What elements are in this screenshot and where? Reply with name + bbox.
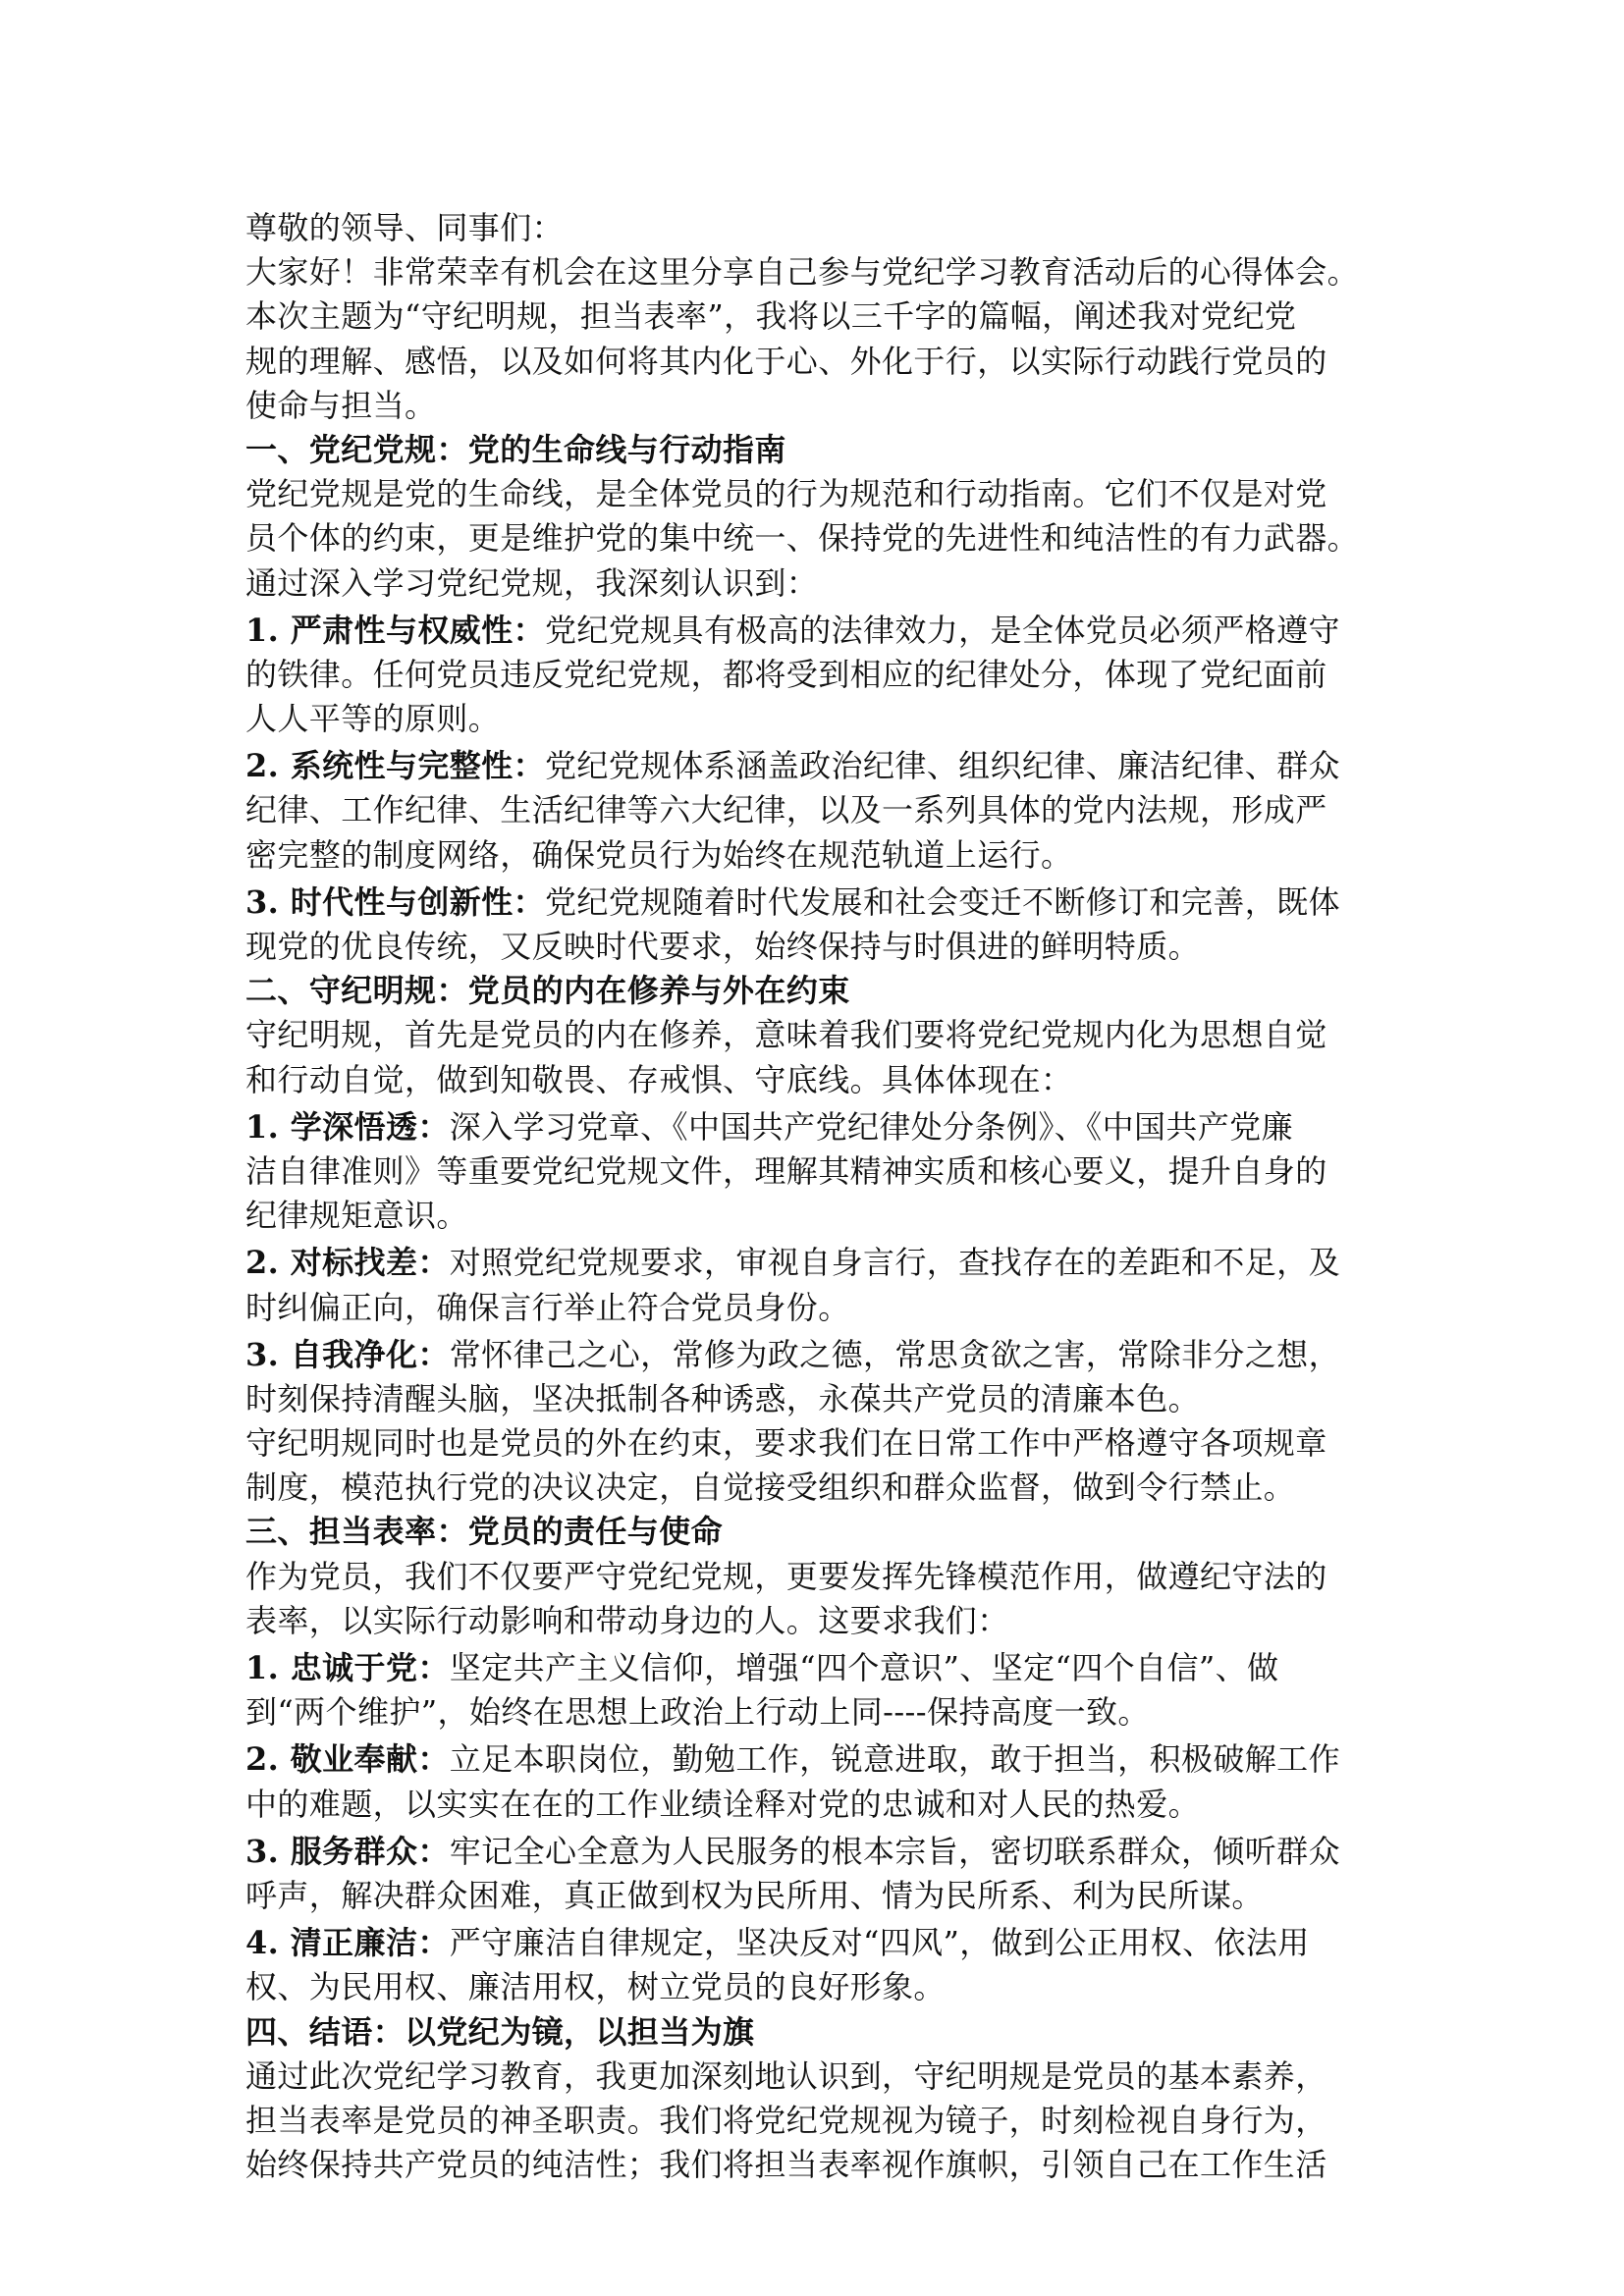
paragraph-line: 通过此次党纪学习教育，我更加深刻地认识到，守纪明规是党员的基本素养， bbox=[245, 2056, 1327, 2095]
section-2-item-2 bbox=[245, 1241, 1394, 1329]
item-number: 3. bbox=[245, 1335, 291, 1373]
item-title: 清正廉洁： bbox=[290, 1924, 450, 1962]
item-text: 党纪党规随着时代发展和社会变迁不断修订和完善，既体 bbox=[544, 882, 1340, 921]
section-2-paragraph bbox=[245, 1013, 1394, 1101]
item-title: 自我净化： bbox=[290, 1335, 450, 1373]
item-number: 2. bbox=[245, 1244, 291, 1282]
section-1-item-3 bbox=[245, 881, 1394, 969]
item-text: 的铁律。任何党员违反党纪党规，都将受到相应的纪律处分，体现了党纪面前 bbox=[245, 655, 1327, 693]
section-2-item-3 bbox=[245, 1333, 1394, 1421]
item-text: 对照党纪党规要求，审视自身言行，查找存在的差距和不足，及 bbox=[449, 1244, 1340, 1282]
document-page bbox=[245, 206, 1394, 2187]
intro-line: 本次主题为“守纪明规，担当表率”，我将以三千字的篇幅，阐述我对党纪党 bbox=[245, 297, 1297, 336]
section-1-paragraph bbox=[245, 472, 1394, 606]
section-4-paragraph bbox=[245, 2055, 1394, 2188]
paragraph-line: 守纪明规，首先是党员的内在修养，意味着我们要将党纪党规内化为思想自觉 bbox=[245, 1016, 1327, 1054]
item-text: 纪律、工作纪律、生活纪律等六大纪律，以及一系列具体的党内法规，形成严 bbox=[245, 791, 1327, 829]
item-number: 1. bbox=[245, 1649, 291, 1686]
paragraph-line: 和行动自觉，做到知敬畏、存戒惧、守底线。具体体现在： bbox=[245, 1060, 1073, 1098]
section-2-item-1 bbox=[245, 1105, 1394, 1239]
paragraph-line: 作为党员，我们不仅要严守党纪党规，更要发挥先锋模范作用，做遵纪守法的 bbox=[245, 1557, 1327, 1595]
intro-paragraph bbox=[245, 250, 1394, 428]
item-title: 敬业奉献： bbox=[290, 1740, 450, 1779]
section-2-paragraph-2 bbox=[245, 1421, 1394, 1510]
paragraph-line: 制度，模范执行党的决议决定，自觉接受组织和群众监督，做到令行禁止。 bbox=[245, 1468, 1296, 1507]
section-3-paragraph bbox=[245, 1555, 1394, 1643]
item-number: 2. bbox=[245, 747, 291, 785]
item-title: 忠诚于党： bbox=[290, 1649, 450, 1686]
paragraph-line: 员个体的约束，更是维护党的集中统一、保持党的先进性和纯洁性的有力武器。 bbox=[245, 519, 1360, 558]
paragraph-line: 担当表率是党员的神圣职责。我们将党纪党规视为镜子，时刻检视自身行为， bbox=[245, 2101, 1327, 2139]
item-text: 党纪党规体系涵盖政治纪律、组织纪律、廉洁纪律、群众 bbox=[544, 747, 1340, 785]
item-text: 党纪党规具有极高的法律效力，是全体党员必须严格遵守 bbox=[544, 611, 1340, 649]
section-3-item-1 bbox=[245, 1646, 1394, 1735]
section-2-heading: 二、守纪明规：党员的内在修养与外在约束 bbox=[245, 972, 850, 1010]
item-number: 3. bbox=[245, 1832, 291, 1870]
paragraph-line: 守纪明规同时也是党员的外在约束，要求我们在日常工作中严格遵守各项规章 bbox=[245, 1424, 1327, 1463]
item-text: 严守廉洁自律规定，坚决反对“四风”，做到公正用权、依法用 bbox=[449, 1924, 1310, 1962]
paragraph-line: 始终保持共产党员的纯洁性；我们将担当表率视作旗帜，引领自己在工作生活 bbox=[245, 2146, 1327, 2184]
item-text: 时刻保持清醒头脑，坚决抵制各种诱惑，永葆共产党员的清廉本色。 bbox=[245, 1379, 1201, 1417]
section-1-item-2 bbox=[245, 744, 1394, 878]
item-title: 严肃性与权威性： bbox=[290, 611, 545, 649]
item-text: 牢记全心全意为人民服务的根本宗旨，密切联系群众，倾听群众 bbox=[449, 1832, 1340, 1870]
item-title: 服务群众： bbox=[290, 1832, 450, 1870]
section-3-item-3 bbox=[245, 1830, 1394, 1918]
paragraph-line: 通过深入学习党纪党规，我深刻认识到： bbox=[245, 563, 819, 602]
item-title: 学深悟透： bbox=[290, 1107, 450, 1146]
section-4-heading: 四、结语：以党纪为镜，以担当为旗 bbox=[245, 2012, 755, 2051]
section-3-heading: 三、担当表率：党员的责任与使命 bbox=[245, 1513, 724, 1551]
item-text: 纪律规矩意识。 bbox=[245, 1197, 468, 1235]
section-1-item-1 bbox=[245, 609, 1394, 742]
salutation: 尊敬的领导、同事们： bbox=[245, 209, 565, 246]
item-text: 密完整的制度网络，确保党员行为始终在规范轨道上运行。 bbox=[245, 835, 1073, 874]
intro-line: 大家好！非常荣幸有机会在这里分享自己参与党纪学习教育活动后的心得体会。 bbox=[245, 253, 1360, 292]
item-text: 人人平等的原则。 bbox=[245, 700, 501, 738]
intro-line: 规的理解、感悟，以及如何将其内化于心、外化于行，以实际行动践行党员的 bbox=[245, 342, 1327, 380]
item-text: 洁自律准则》等重要党纪党规文件，理解其精神实质和核心要义，提升自身的 bbox=[245, 1151, 1327, 1190]
item-text: 中的难题，以实实在在的工作业绩诠释对党的忠诚和对人民的热爱。 bbox=[245, 1785, 1201, 1823]
paragraph-line: 表率，以实际行动影响和带动身边的人。这要求我们： bbox=[245, 1601, 1009, 1639]
item-text: 到“两个维护”，始终在思想上政治上行动上同----保持高度一致。 bbox=[245, 1693, 1150, 1732]
item-text: 时纠偏正向，确保言行举止符合党员身份。 bbox=[245, 1288, 850, 1326]
paragraph-line: 党纪党规是党的生命线，是全体党员的行为规范和行动指南。它们不仅是对党 bbox=[245, 475, 1327, 513]
section-1-heading: 一、党纪党规：党的生命线与行动指南 bbox=[245, 430, 786, 468]
item-text: 坚定共产主义信仰，增强“四个意识”、坚定“四个自信”、做 bbox=[449, 1649, 1279, 1686]
item-text: 常怀律己之心，常修为政之德，常思贪欲之害，常除非分之想， bbox=[449, 1335, 1340, 1373]
item-number: 1. bbox=[245, 1107, 291, 1146]
item-text: 立足本职岗位，勤勉工作，锐意进取，敢于担当，积极破解工作 bbox=[449, 1740, 1340, 1779]
item-number: 4. bbox=[245, 1924, 291, 1962]
item-title: 对标找差： bbox=[290, 1244, 450, 1282]
item-text: 现党的优良传统，又反映时代要求，始终保持与时俱进的鲜明特质。 bbox=[245, 928, 1201, 965]
item-text: 深入学习党章、《中国共产党纪律处分条例》、《中国共产党廉 bbox=[449, 1107, 1293, 1146]
item-number: 1. bbox=[245, 611, 291, 649]
item-text: 权、为民用权、廉洁用权，树立党员的良好形象。 bbox=[245, 1968, 946, 2006]
intro-line: 使命与担当。 bbox=[245, 386, 437, 424]
section-3-item-4 bbox=[245, 1921, 1394, 2009]
item-title: 时代性与创新性： bbox=[290, 882, 545, 921]
item-number: 3. bbox=[245, 882, 291, 921]
item-title: 系统性与完整性： bbox=[290, 747, 545, 785]
section-3-item-2 bbox=[245, 1737, 1394, 1826]
item-number: 2. bbox=[245, 1740, 291, 1779]
item-text: 呼声，解决群众困难，真正做到权为民所用、情为民所系、利为民所谋。 bbox=[245, 1876, 1264, 1914]
